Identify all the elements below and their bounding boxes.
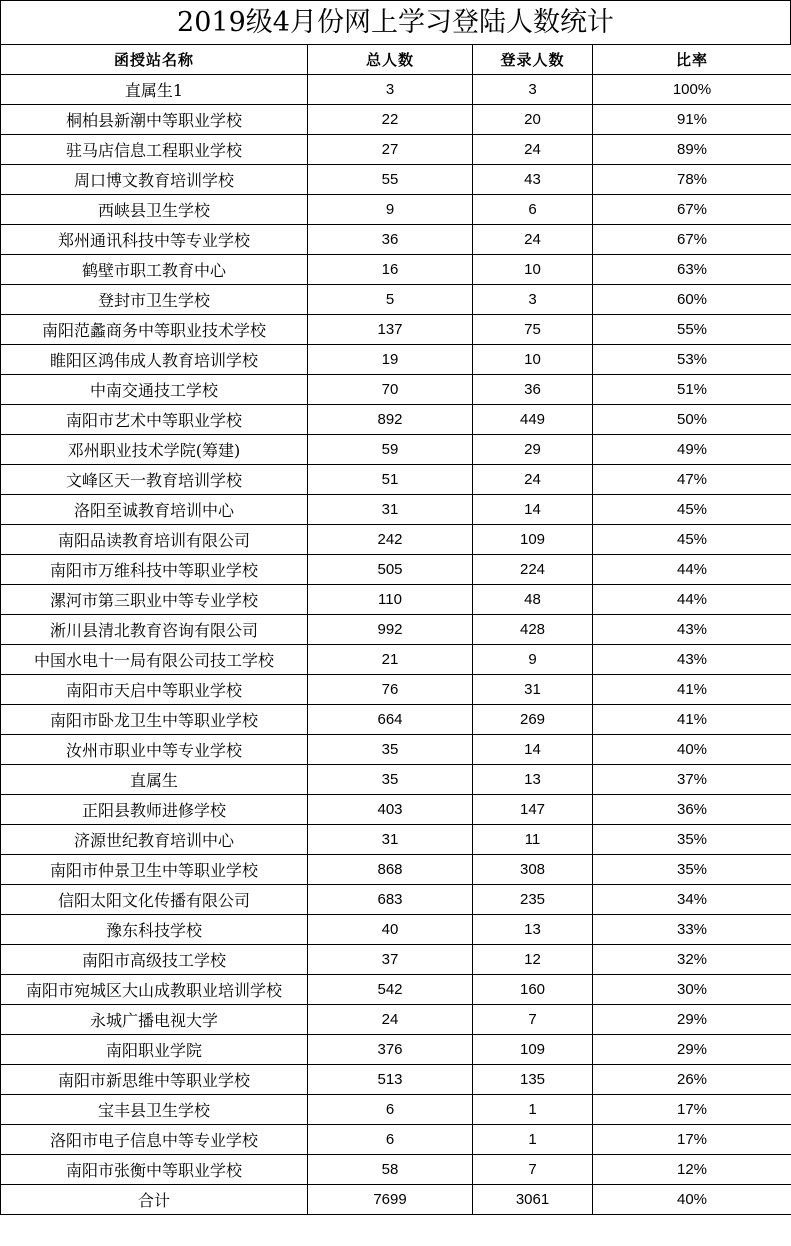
- station-name-cell: 南阳职业学院: [1, 1035, 308, 1065]
- ratio-cell: 36%: [593, 795, 791, 825]
- station-name-cell: 郑州通讯科技中等专业学校: [1, 225, 308, 255]
- ratio-cell: 44%: [593, 555, 791, 585]
- station-name-cell: 淅川县清北教育咨询有限公司: [1, 615, 308, 645]
- table-row: [1, 1095, 791, 1125]
- station-name-cell: 永城广播电视大学: [1, 1005, 308, 1035]
- station-name-cell: 直属生: [1, 765, 308, 795]
- ratio-cell: 67%: [593, 225, 791, 255]
- login-count-cell: 109: [473, 1035, 593, 1065]
- table-row: [1, 975, 791, 1005]
- station-name-cell: 南阳市张衡中等职业学校: [1, 1155, 308, 1185]
- table-row: [1, 225, 791, 255]
- login-count-cell: 6: [473, 195, 593, 225]
- station-name-cell: 南阳市万维科技中等职业学校: [1, 555, 308, 585]
- login-count-cell: 7: [473, 1005, 593, 1035]
- total-count-cell: 27: [308, 135, 473, 165]
- ratio-cell: 41%: [593, 675, 791, 705]
- total-label: 合计: [1, 1185, 308, 1215]
- total-count-cell: 59: [308, 435, 473, 465]
- table-row: [1, 135, 791, 165]
- station-name-cell: 豫东科技学校: [1, 915, 308, 945]
- table-body: [1, 75, 791, 1185]
- table-row: [1, 855, 791, 885]
- login-count-cell: 29: [473, 435, 593, 465]
- total-count-cell: 992: [308, 615, 473, 645]
- table-row: [1, 585, 791, 615]
- station-name-cell: 文峰区天一教育培训学校: [1, 465, 308, 495]
- ratio-cell: 100%: [593, 75, 791, 105]
- total-count-cell: 664: [308, 705, 473, 735]
- ratio-cell: 37%: [593, 765, 791, 795]
- station-name-cell: 中国水电十一局有限公司技工学校: [1, 645, 308, 675]
- total-count-cell: 40: [308, 915, 473, 945]
- ratio-cell: 17%: [593, 1095, 791, 1125]
- table-row: [1, 105, 791, 135]
- login-count-cell: 13: [473, 765, 593, 795]
- ratio-cell: 35%: [593, 825, 791, 855]
- station-name-cell: 洛阳市电子信息中等专业学校: [1, 1125, 308, 1155]
- station-name-cell: 直属生1: [1, 75, 308, 105]
- ratio-cell: 47%: [593, 465, 791, 495]
- total-count-cell: 5: [308, 285, 473, 315]
- login-count-cell: 10: [473, 345, 593, 375]
- table-row: [1, 735, 791, 765]
- ratio-cell: 35%: [593, 855, 791, 885]
- table-row: [1, 555, 791, 585]
- table-row: [1, 675, 791, 705]
- login-count-cell: 48: [473, 585, 593, 615]
- station-name-cell: 正阳县教师进修学校: [1, 795, 308, 825]
- login-count-cell: 20: [473, 105, 593, 135]
- table-row: [1, 795, 791, 825]
- login-count-cell: 269: [473, 705, 593, 735]
- total-count-cell: 31: [308, 825, 473, 855]
- login-count-cell: 36: [473, 375, 593, 405]
- header-row: [1, 45, 791, 75]
- ratio-cell: 29%: [593, 1005, 791, 1035]
- table-row: [1, 915, 791, 945]
- total-count-cell: 110: [308, 585, 473, 615]
- table-row: [1, 825, 791, 855]
- table-row: [1, 405, 791, 435]
- login-count-cell: 3: [473, 285, 593, 315]
- ratio-cell: 17%: [593, 1125, 791, 1155]
- ratio-cell: 45%: [593, 525, 791, 555]
- station-name-cell: 汝州市职业中等专业学校: [1, 735, 308, 765]
- login-count-cell: 235: [473, 885, 593, 915]
- total-count-cell: 76: [308, 675, 473, 705]
- total-count-cell: 403: [308, 795, 473, 825]
- table-row: [1, 255, 791, 285]
- table-row: [1, 765, 791, 795]
- header-station-name: 函授站名称: [1, 45, 308, 75]
- table-row: [1, 285, 791, 315]
- login-count-cell: 428: [473, 615, 593, 645]
- login-count-cell: 12: [473, 945, 593, 975]
- total-count-cell: 137: [308, 315, 473, 345]
- ratio-cell: 43%: [593, 645, 791, 675]
- station-name-cell: 驻马店信息工程职业学校: [1, 135, 308, 165]
- login-count-cell: 308: [473, 855, 593, 885]
- ratio-cell: 30%: [593, 975, 791, 1005]
- ratio-cell: 89%: [593, 135, 791, 165]
- login-count-cell: 1: [473, 1125, 593, 1155]
- header-login-count: 登录人数: [473, 45, 593, 75]
- total-count-cell: 3: [308, 75, 473, 105]
- station-name-cell: 桐柏县新潮中等职业学校: [1, 105, 308, 135]
- table-row: [1, 525, 791, 555]
- login-count-cell: 24: [473, 225, 593, 255]
- ratio-cell: 44%: [593, 585, 791, 615]
- login-count-cell: 3: [473, 75, 593, 105]
- station-name-cell: 南阳市新思维中等职业学校: [1, 1065, 308, 1095]
- station-name-cell: 南阳范蠡商务中等职业技术学校: [1, 315, 308, 345]
- total-count-cell: 51: [308, 465, 473, 495]
- ratio-cell: 29%: [593, 1035, 791, 1065]
- ratio-cell: 67%: [593, 195, 791, 225]
- table-row: [1, 1125, 791, 1155]
- total-count-cell: 892: [308, 405, 473, 435]
- login-count-cell: 43: [473, 165, 593, 195]
- ratio-cell: 43%: [593, 615, 791, 645]
- total-count-cell: 22: [308, 105, 473, 135]
- total-count-cell: 35: [308, 735, 473, 765]
- login-count-cell: 7: [473, 1155, 593, 1185]
- ratio-cell: 40%: [593, 735, 791, 765]
- login-count-cell: 31: [473, 675, 593, 705]
- table-row: [1, 345, 791, 375]
- station-name-cell: 济源世纪教育培训中心: [1, 825, 308, 855]
- total-count-cell: 58: [308, 1155, 473, 1185]
- total-count-cell: 9: [308, 195, 473, 225]
- table-row: [1, 165, 791, 195]
- table-row: [1, 1005, 791, 1035]
- login-count-cell: 11: [473, 825, 593, 855]
- ratio-cell: 34%: [593, 885, 791, 915]
- login-count-cell: 75: [473, 315, 593, 345]
- total-row: [1, 1185, 791, 1215]
- login-count-cell: 24: [473, 465, 593, 495]
- ratio-cell: 45%: [593, 495, 791, 525]
- ratio-cell: 91%: [593, 105, 791, 135]
- total-count-cell: 24: [308, 1005, 473, 1035]
- login-count-cell: 135: [473, 1065, 593, 1095]
- login-count-cell: 10: [473, 255, 593, 285]
- station-name-cell: 南阳市仲景卫生中等职业学校: [1, 855, 308, 885]
- table-row: [1, 945, 791, 975]
- ratio-cell: 78%: [593, 165, 791, 195]
- ratio-cell: 33%: [593, 915, 791, 945]
- station-name-cell: 睢阳区鸿伟成人教育培训学校: [1, 345, 308, 375]
- login-count-cell: 224: [473, 555, 593, 585]
- ratio-cell: 63%: [593, 255, 791, 285]
- login-count-cell: 147: [473, 795, 593, 825]
- table-row: [1, 615, 791, 645]
- total-count-cell: 21: [308, 645, 473, 675]
- station-name-cell: 鹤壁市职工教育中心: [1, 255, 308, 285]
- ratio-cell: 53%: [593, 345, 791, 375]
- total-count-cell: 868: [308, 855, 473, 885]
- table-row: [1, 315, 791, 345]
- ratio-cell: 55%: [593, 315, 791, 345]
- table-row: [1, 465, 791, 495]
- station-name-cell: 南阳市天启中等职业学校: [1, 675, 308, 705]
- total-count: 7699: [308, 1185, 473, 1215]
- login-count-cell: 9: [473, 645, 593, 675]
- ratio-cell: 26%: [593, 1065, 791, 1095]
- total-count-cell: 36: [308, 225, 473, 255]
- header-ratio: 比率: [593, 45, 791, 75]
- total-count-cell: 70: [308, 375, 473, 405]
- table-row: [1, 75, 791, 105]
- login-count-cell: 160: [473, 975, 593, 1005]
- station-name-cell: 南阳市宛城区大山成教职业培训学校: [1, 975, 308, 1005]
- total-count-cell: 6: [308, 1125, 473, 1155]
- station-name-cell: 邓州职业技术学院(筹建): [1, 435, 308, 465]
- login-count-cell: 1: [473, 1095, 593, 1125]
- total-login: 3061: [473, 1185, 593, 1215]
- sheet-title: 2019级4月份网上学习登陆人数统计: [0, 0, 791, 44]
- station-name-cell: 南阳品读教育培训有限公司: [1, 525, 308, 555]
- table-row: [1, 1065, 791, 1095]
- total-count-cell: 6: [308, 1095, 473, 1125]
- total-count-cell: 505: [308, 555, 473, 585]
- total-count-cell: 35: [308, 765, 473, 795]
- ratio-cell: 41%: [593, 705, 791, 735]
- login-stats-table: [0, 44, 791, 1215]
- login-count-cell: 14: [473, 735, 593, 765]
- table-row: [1, 705, 791, 735]
- login-count-cell: 24: [473, 135, 593, 165]
- total-count-cell: 55: [308, 165, 473, 195]
- table-row: [1, 495, 791, 525]
- login-count-cell: 449: [473, 405, 593, 435]
- total-count-cell: 542: [308, 975, 473, 1005]
- station-name-cell: 南阳市卧龙卫生中等职业学校: [1, 705, 308, 735]
- table-row: [1, 435, 791, 465]
- total-count-cell: 16: [308, 255, 473, 285]
- table-row: [1, 1035, 791, 1065]
- table-row: [1, 645, 791, 675]
- ratio-cell: 49%: [593, 435, 791, 465]
- login-count-cell: 13: [473, 915, 593, 945]
- total-count-cell: 19: [308, 345, 473, 375]
- table-row: [1, 375, 791, 405]
- total-count-cell: 683: [308, 885, 473, 915]
- login-count-cell: 109: [473, 525, 593, 555]
- table-row: [1, 195, 791, 225]
- station-name-cell: 登封市卫生学校: [1, 285, 308, 315]
- total-count-cell: 513: [308, 1065, 473, 1095]
- table-row: [1, 1155, 791, 1185]
- total-count-cell: 242: [308, 525, 473, 555]
- total-count-cell: 31: [308, 495, 473, 525]
- ratio-cell: 50%: [593, 405, 791, 435]
- station-name-cell: 中南交通技工学校: [1, 375, 308, 405]
- total-count-cell: 376: [308, 1035, 473, 1065]
- table-row: [1, 885, 791, 915]
- total-count-cell: 37: [308, 945, 473, 975]
- total-ratio: 40%: [593, 1185, 791, 1215]
- login-count-cell: 14: [473, 495, 593, 525]
- ratio-cell: 12%: [593, 1155, 791, 1185]
- ratio-cell: 60%: [593, 285, 791, 315]
- station-name-cell: 宝丰县卫生学校: [1, 1095, 308, 1125]
- station-name-cell: 信阳太阳文化传播有限公司: [1, 885, 308, 915]
- header-total-count: 总人数: [308, 45, 473, 75]
- ratio-cell: 51%: [593, 375, 791, 405]
- station-name-cell: 西峡县卫生学校: [1, 195, 308, 225]
- station-name-cell: 南阳市艺术中等职业学校: [1, 405, 308, 435]
- ratio-cell: 32%: [593, 945, 791, 975]
- station-name-cell: 周口博文教育培训学校: [1, 165, 308, 195]
- station-name-cell: 南阳市高级技工学校: [1, 945, 308, 975]
- station-name-cell: 洛阳至诚教育培训中心: [1, 495, 308, 525]
- station-name-cell: 漯河市第三职业中等专业学校: [1, 585, 308, 615]
